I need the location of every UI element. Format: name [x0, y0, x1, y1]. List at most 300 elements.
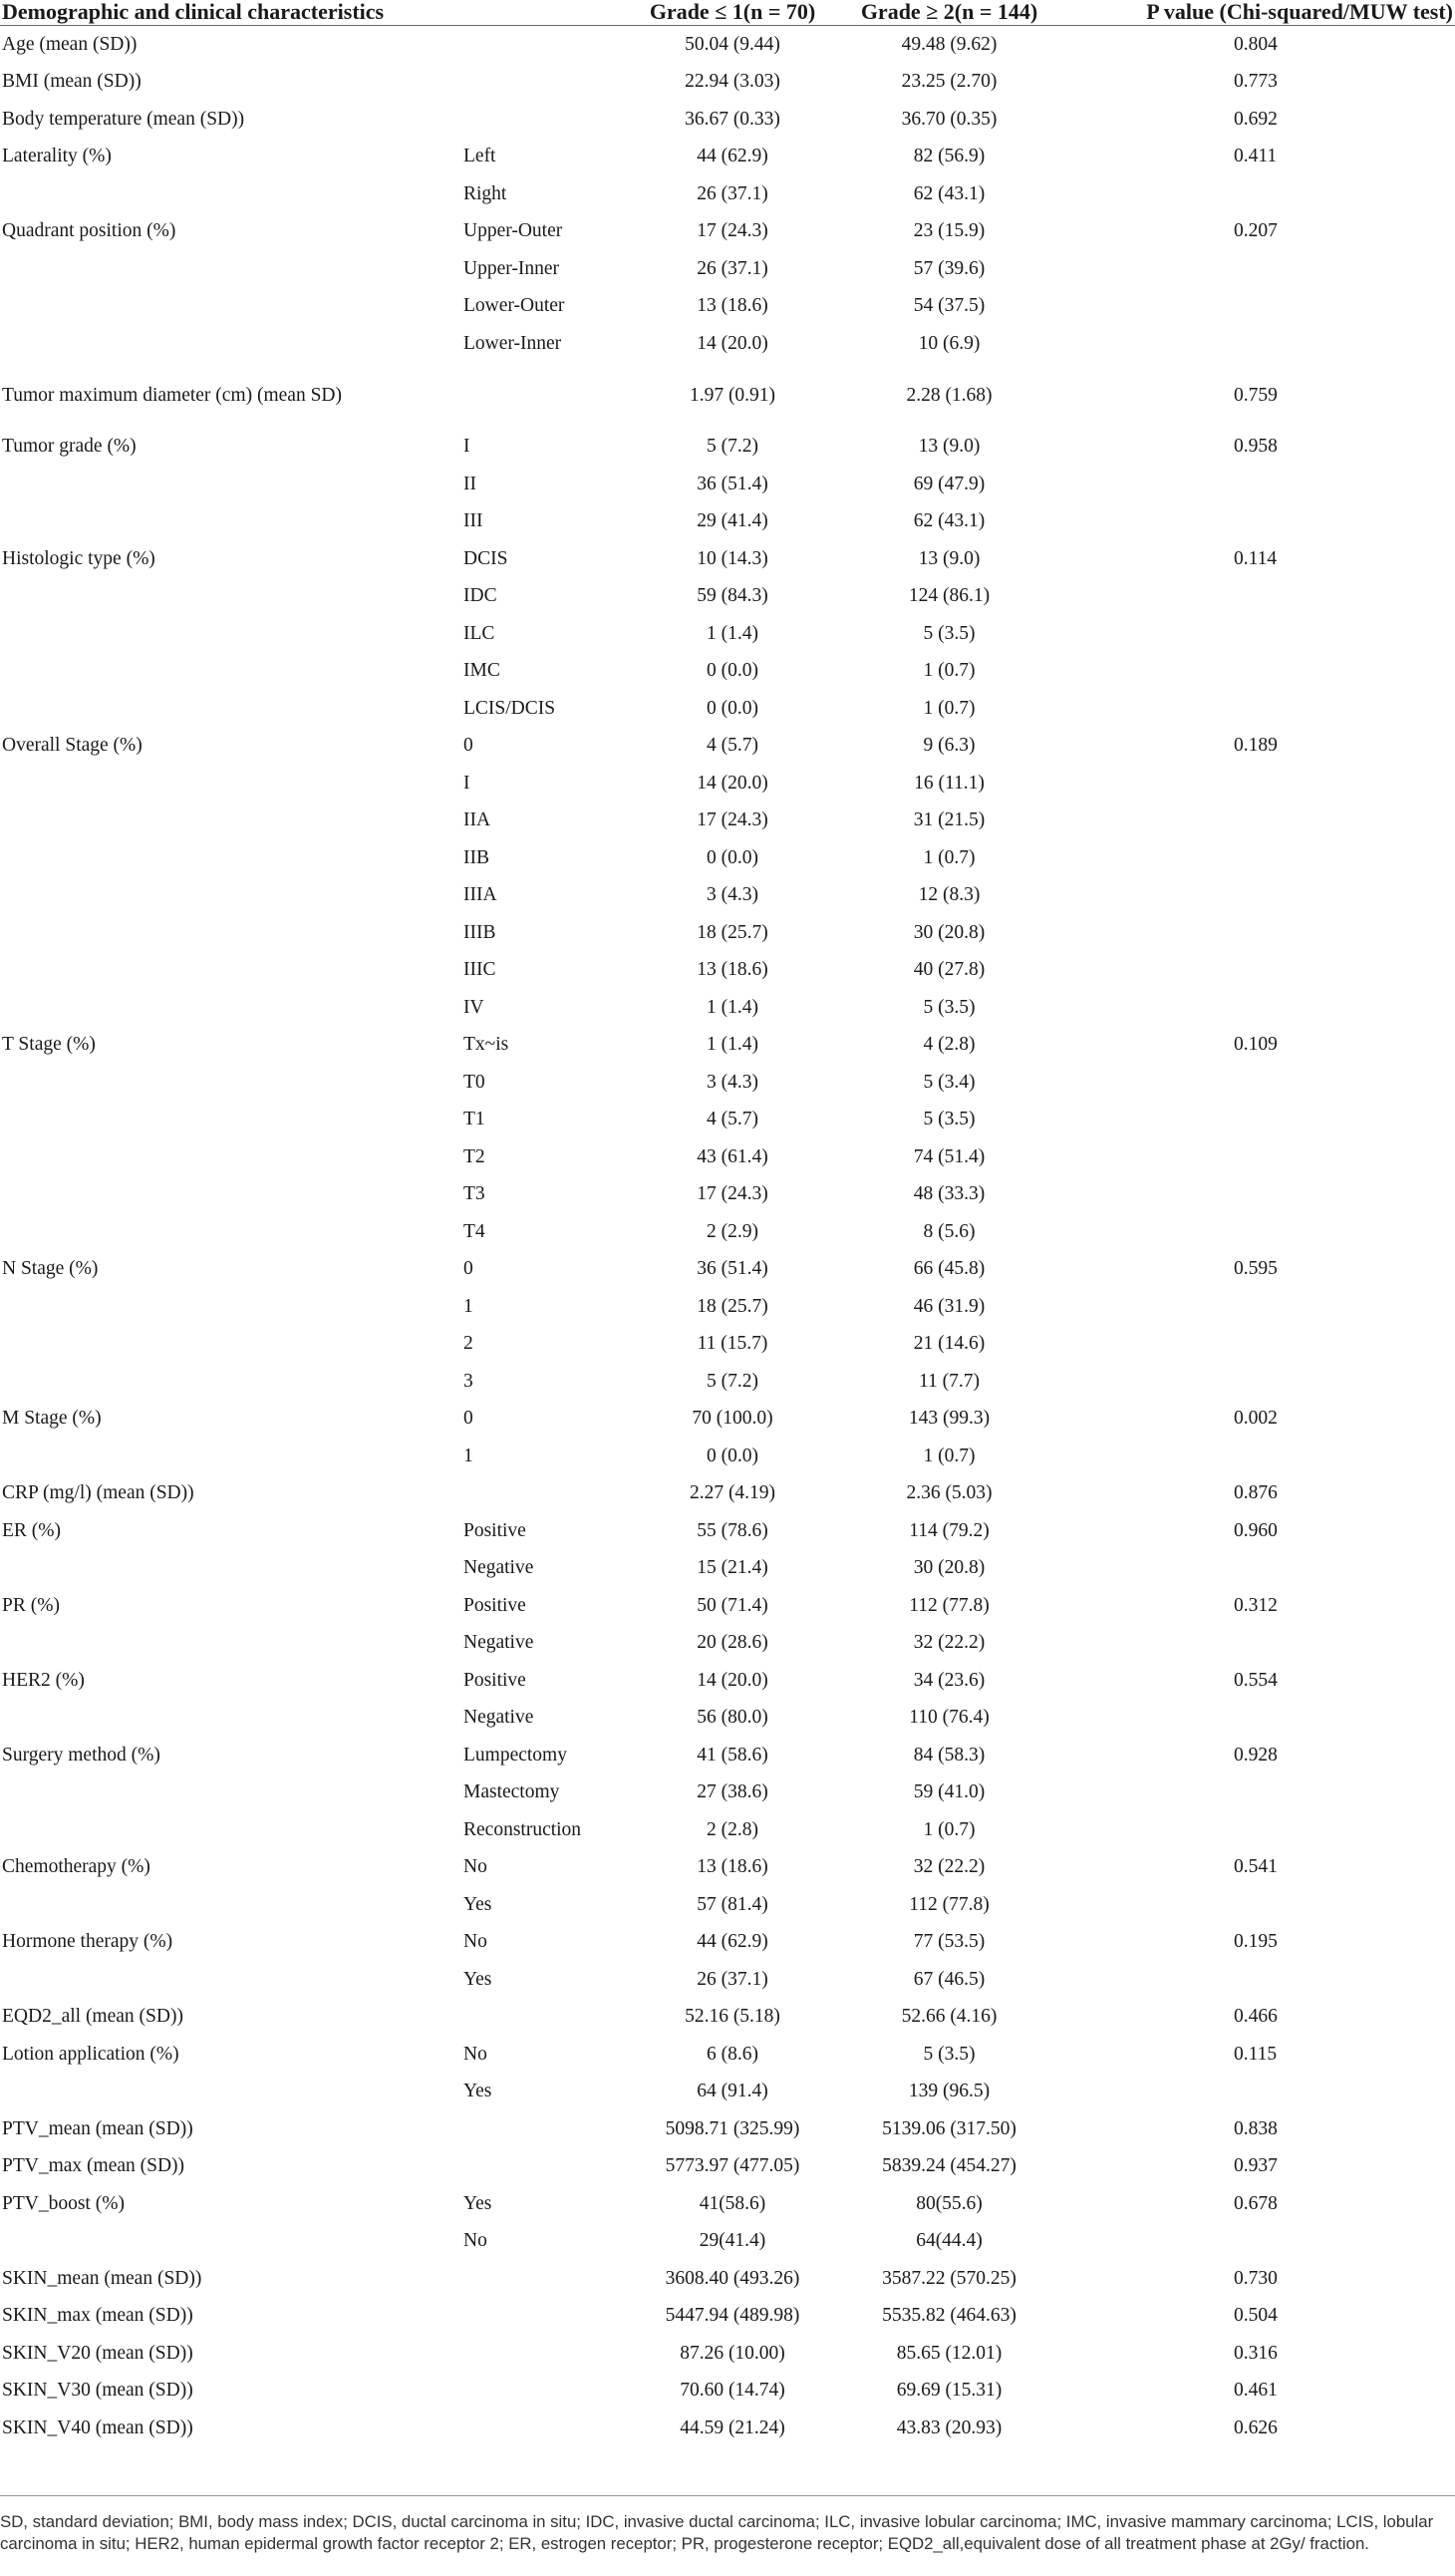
table-row [0, 653, 1455, 691]
table-row [0, 1512, 1455, 1550]
cell-characteristic: Laterality (%) [2, 146, 112, 167]
cell-characteristic [0, 989, 463, 1027]
cell-subgroup: II [463, 473, 476, 494]
cell-grade-le-1: 20 (28.6) [697, 1632, 768, 1654]
cell-characteristic: Tumor maximum diameter (cm) (mean SD) [2, 384, 343, 406]
cell-characteristic [0, 578, 463, 616]
cell-grade-le-1: 27 (38.6) [697, 1781, 768, 1803]
cell-grade-le-1: 5 (7.2) [707, 436, 758, 458]
cell-grade-le-1: 10 (14.3) [697, 547, 768, 569]
cell-grade-ge-2: 69.69 (15.31) [896, 2380, 1003, 2402]
cell-subgroup: T1 [463, 1109, 485, 1130]
cell-p-value [1056, 1213, 1455, 1251]
cell-grade-le-1: 56 (80.0) [697, 1707, 768, 1729]
cell-characteristic: Chemotherapy (%) [2, 1856, 150, 1878]
table-row [0, 1774, 1455, 1812]
cell-grade-le-1: 2 (2.9) [707, 1220, 758, 1242]
table-row [0, 1138, 1455, 1176]
cell-grade-le-1: 18 (25.7) [697, 1295, 768, 1317]
cell-grade-le-1: 5 (7.2) [707, 1370, 758, 1392]
cell-p-value [1056, 1625, 1455, 1663]
cell-subgroup: Left [463, 146, 496, 167]
cell-characteristic [0, 877, 463, 915]
cell-grade-ge-2: 2.28 (1.68) [906, 384, 993, 406]
cell-grade-ge-2: 32 (22.2) [913, 1856, 986, 1878]
cell-grade-le-1: 11 (15.7) [697, 1333, 768, 1355]
cell-characteristic: CRP (mg/l) (mean (SD)) [2, 1482, 194, 1504]
cell-grade-le-1: 18 (25.7) [697, 921, 768, 943]
cell-grade-ge-2: 114 (79.2) [909, 1519, 990, 1541]
cell-grade-ge-2: 21 (14.6) [913, 1333, 986, 1355]
cell-grade-le-1: 36 (51.4) [697, 473, 768, 494]
cell-p-value: 0.189 [1234, 735, 1278, 757]
cell-p-value: 0.504 [1234, 2305, 1278, 2327]
table-row [0, 1213, 1455, 1251]
table-row [0, 1662, 1455, 1700]
cell-grade-le-1: 3 (4.3) [707, 1071, 758, 1093]
table-row [0, 101, 1455, 139]
cell-characteristic [0, 1625, 463, 1663]
cell-subgroup: 0 [463, 1408, 473, 1430]
cell-subgroup: DCIS [463, 547, 508, 569]
cell-grade-ge-2: 30 (20.8) [913, 921, 986, 943]
cell-characteristic [0, 615, 463, 653]
table-row [0, 2410, 1455, 2447]
cell-p-value: 0.316 [1234, 2342, 1278, 2364]
cell-grade-ge-2: 11 (7.7) [918, 1370, 980, 1392]
cell-subgroup: Negative [463, 1632, 534, 1654]
cell-subgroup: T4 [463, 1220, 485, 1242]
cell-characteristic: PR (%) [2, 1594, 60, 1616]
cell-p-value [1056, 1102, 1455, 1139]
cell-grade-ge-2: 3587.22 (570.25) [882, 2267, 1017, 2289]
cell-p-value: 0.115 [1234, 2043, 1278, 2065]
table-row [0, 2373, 1455, 2411]
cell-grade-le-1: 14 (20.0) [697, 1669, 768, 1691]
cell-subgroup: IV [463, 996, 484, 1018]
table-row [0, 578, 1455, 616]
cell-subgroup: Tx~is [463, 1034, 509, 1056]
cell-characteristic: Overall Stage (%) [2, 735, 143, 757]
cell-subgroup: IIA [463, 809, 491, 831]
cell-grade-le-1: 87.26 (10.00) [680, 2342, 785, 2364]
cell-grade-le-1: 41(58.6) [699, 2192, 766, 2214]
cell-subgroup: 0 [463, 735, 473, 757]
cell-grade-le-1: 0 (0.0) [707, 697, 758, 719]
cell-subgroup [463, 2260, 623, 2298]
cell-characteristic [0, 1213, 463, 1251]
cell-characteristic [0, 1811, 463, 1849]
cell-subgroup [463, 26, 623, 64]
cell-characteristic [0, 765, 463, 803]
cell-grade-ge-2: 54 (37.5) [913, 295, 986, 317]
table-row [0, 989, 1455, 1027]
cell-characteristic [0, 1886, 463, 1924]
cell-p-value [1056, 989, 1455, 1027]
table-row [0, 1587, 1455, 1625]
cell-subgroup: 1 [463, 1295, 473, 1317]
cell-subgroup [463, 2110, 623, 2148]
cell-grade-le-1: 1 (1.4) [707, 1034, 758, 1056]
table-row [0, 1550, 1455, 1588]
cell-grade-le-1: 70.60 (14.74) [680, 2380, 785, 2402]
cell-characteristic [0, 952, 463, 990]
cell-characteristic: Quadrant position (%) [2, 220, 176, 242]
cell-subgroup: Yes [463, 1893, 492, 1915]
cell-grade-ge-2: 5 (3.5) [923, 1109, 976, 1130]
cell-subgroup: Positive [463, 1519, 526, 1541]
table-row [0, 615, 1455, 653]
cell-subgroup: T2 [463, 1145, 485, 1167]
cell-subgroup: Reconstruction [463, 1818, 582, 1840]
cell-grade-ge-2: 74 (51.4) [913, 1145, 986, 1167]
cell-grade-ge-2: 12 (8.3) [918, 884, 981, 906]
table-row [0, 540, 1455, 578]
cell-grade-le-1: 57 (81.4) [697, 1893, 768, 1915]
cell-characteristic: T Stage (%) [2, 1034, 96, 1056]
table-row [0, 64, 1455, 102]
cell-characteristic [0, 2223, 463, 2261]
cell-characteristic: Hormone therapy (%) [2, 1931, 173, 1953]
cell-grade-ge-2: 48 (33.3) [913, 1183, 986, 1205]
cell-grade-le-1: 3608.40 (493.26) [665, 2267, 800, 2289]
cell-characteristic: N Stage (%) [2, 1258, 99, 1280]
cell-subgroup: Mastectomy [463, 1781, 560, 1803]
cell-characteristic: SKIN_V20 (mean (SD)) [2, 2342, 193, 2364]
cell-grade-ge-2: 4 (2.8) [923, 1034, 976, 1056]
cell-p-value: 0.554 [1234, 1669, 1278, 1691]
cell-subgroup: 0 [463, 1258, 473, 1280]
cell-subgroup: 1 [463, 1445, 473, 1466]
cell-p-value: 0.730 [1234, 2267, 1278, 2289]
table-row [0, 1475, 1455, 1513]
cell-characteristic: SKIN_mean (mean (SD)) [2, 2267, 202, 2289]
cell-grade-ge-2: 69 (47.9) [913, 473, 986, 494]
cell-characteristic [0, 653, 463, 691]
cell-characteristic: Surgery method (%) [2, 1744, 160, 1766]
cell-grade-le-1: 43 (61.4) [697, 1145, 768, 1167]
table-row [0, 839, 1455, 877]
cell-grade-le-1: 64 (91.4) [697, 2081, 768, 2102]
cell-grade-le-1: 14 (20.0) [697, 772, 768, 794]
cell-characteristic: Lotion application (%) [2, 2043, 179, 2065]
cell-p-value [1056, 1774, 1455, 1812]
cell-characteristic [0, 1774, 463, 1812]
cell-p-value [1056, 1886, 1455, 1924]
cell-p-value [1056, 1176, 1455, 1214]
cell-grade-le-1: 0 (0.0) [707, 846, 758, 868]
table-header [0, 0, 1455, 26]
cell-p-value [1056, 288, 1455, 326]
cell-grade-ge-2: 16 (11.1) [914, 772, 985, 794]
table-row [0, 250, 1455, 288]
cell-grade-ge-2: 43.83 (20.93) [896, 2416, 1003, 2438]
cell-p-value [1056, 2223, 1455, 2261]
cell-grade-ge-2: 59 (41.0) [913, 1781, 986, 1803]
cell-p-value [1056, 803, 1455, 840]
table-row [0, 363, 1455, 429]
table-row [0, 1849, 1455, 1887]
cell-subgroup: Lumpectomy [463, 1744, 567, 1766]
cell-p-value: 0.838 [1234, 2117, 1278, 2139]
header-grade-le-1: Grade ≤ 1(n = 70) [623, 0, 842, 26]
cell-grade-le-1: 44 (62.9) [697, 1931, 768, 1953]
cell-p-value: 0.678 [1234, 2192, 1278, 2214]
cell-grade-le-1: 26 (37.1) [697, 257, 768, 279]
header-subgroup [463, 0, 623, 26]
cell-subgroup [463, 363, 623, 429]
cell-characteristic [0, 1176, 463, 1214]
cell-grade-le-1: 70 (100.0) [692, 1408, 773, 1430]
cell-characteristic [0, 503, 463, 541]
table-row [0, 1363, 1455, 1401]
cell-characteristic: Histologic type (%) [2, 547, 155, 569]
cell-p-value [1056, 765, 1455, 803]
cell-grade-ge-2: 30 (20.8) [913, 1557, 986, 1579]
cell-characteristic: Body temperature (mean (SD)) [2, 108, 245, 130]
cell-characteristic [0, 690, 463, 728]
table-row [0, 1176, 1455, 1214]
cell-subgroup: IIIC [463, 959, 496, 981]
table-row [0, 1326, 1455, 1364]
cell-characteristic: Tumor grade (%) [2, 436, 137, 458]
table-row [0, 503, 1455, 541]
table-row [0, 288, 1455, 326]
table-row [0, 728, 1455, 766]
cell-characteristic: M Stage (%) [2, 1408, 102, 1430]
cell-grade-ge-2: 77 (53.5) [913, 1931, 986, 1953]
cell-grade-le-1: 17 (24.3) [697, 220, 768, 242]
cell-grade-le-1: 4 (5.7) [707, 1109, 758, 1130]
cell-p-value: 0.002 [1234, 1408, 1278, 1430]
table-row [0, 1811, 1455, 1849]
cell-p-value [1056, 2074, 1455, 2111]
cell-grade-ge-2: 57 (39.6) [913, 257, 986, 279]
cell-subgroup: Upper-Outer [463, 220, 563, 242]
cell-subgroup: IIIA [463, 884, 497, 906]
table-row [0, 2148, 1455, 2186]
cell-grade-ge-2: 8 (5.6) [923, 1220, 976, 1242]
cell-characteristic [0, 1064, 463, 1102]
cell-p-value: 0.626 [1234, 2416, 1278, 2438]
table-row [0, 2298, 1455, 2336]
cell-characteristic [0, 803, 463, 840]
cell-characteristic: ER (%) [2, 1519, 62, 1541]
cell-subgroup: Negative [463, 1707, 534, 1729]
cell-grade-ge-2: 5535.82 (464.63) [882, 2305, 1017, 2327]
cell-grade-ge-2: 67 (46.5) [913, 1968, 986, 1990]
cell-p-value [1056, 325, 1455, 363]
cell-subgroup [463, 1999, 623, 2037]
table-row [0, 765, 1455, 803]
cell-grade-ge-2: 13 (9.0) [918, 436, 981, 458]
cell-subgroup [463, 2373, 623, 2411]
cell-grade-ge-2: 23 (15.9) [913, 220, 986, 242]
cell-grade-le-1: 36 (51.4) [697, 1258, 768, 1280]
table-row [0, 2074, 1455, 2111]
header-row [0, 0, 1455, 26]
cell-p-value: 0.937 [1234, 2155, 1278, 2177]
cell-grade-ge-2: 112 (77.8) [909, 1594, 990, 1616]
cell-characteristic [0, 1326, 463, 1364]
cell-subgroup: Upper-Inner [463, 257, 559, 279]
cell-p-value [1056, 1961, 1455, 1999]
table-row [0, 1625, 1455, 1663]
table-row [0, 690, 1455, 728]
cell-grade-le-1: 2 (2.8) [707, 1818, 758, 1840]
cell-p-value [1056, 503, 1455, 541]
cell-characteristic [0, 1438, 463, 1475]
cell-subgroup: ILC [463, 622, 495, 644]
cell-grade-ge-2: 1 (0.7) [923, 660, 976, 682]
cell-grade-le-1: 1 (1.4) [707, 622, 758, 644]
table-row [0, 1064, 1455, 1102]
cell-subgroup: No [463, 2230, 487, 2252]
cell-grade-le-1: 22.94 (3.03) [685, 71, 780, 93]
cell-p-value: 0.541 [1234, 1856, 1278, 1878]
cell-grade-ge-2: 31 (21.5) [913, 809, 986, 831]
cell-p-value: 0.114 [1234, 547, 1278, 569]
cell-grade-le-1: 44 (62.9) [697, 146, 768, 167]
cell-grade-ge-2: 40 (27.8) [913, 959, 986, 981]
cell-characteristic [0, 250, 463, 288]
cell-grade-ge-2: 110 (76.4) [909, 1707, 990, 1729]
cell-subgroup: Lower-Inner [463, 332, 562, 354]
table-row [0, 325, 1455, 363]
cell-grade-ge-2: 52.66 (4.16) [901, 2006, 998, 2028]
cell-subgroup [463, 2410, 623, 2447]
cell-characteristic [0, 466, 463, 503]
cell-p-value: 0.411 [1234, 146, 1278, 167]
cell-subgroup: I [463, 436, 470, 458]
cell-characteristic [0, 2074, 463, 2111]
table-row [0, 877, 1455, 915]
cell-grade-le-1: 13 (18.6) [697, 295, 768, 317]
cell-grade-le-1: 17 (24.3) [697, 1183, 768, 1205]
cell-grade-ge-2: 80(55.6) [916, 2192, 983, 2214]
cell-characteristic [0, 1961, 463, 1999]
table-row [0, 1924, 1455, 1962]
cell-subgroup: 3 [463, 1370, 473, 1392]
cell-grade-le-1: 13 (18.6) [697, 1856, 768, 1878]
cell-characteristic: Age (mean (SD)) [2, 33, 138, 55]
cell-subgroup [463, 64, 623, 102]
cell-subgroup: No [463, 1856, 487, 1878]
cell-characteristic [0, 1363, 463, 1401]
cell-grade-le-1: 44.59 (21.24) [680, 2416, 785, 2438]
cell-subgroup: 2 [463, 1333, 473, 1355]
cell-grade-ge-2: 1 (0.7) [923, 1445, 976, 1466]
cell-subgroup [463, 101, 623, 139]
cell-p-value [1056, 1288, 1455, 1326]
cell-grade-ge-2: 82 (56.9) [913, 146, 986, 167]
cell-grade-le-1: 50 (71.4) [697, 1594, 768, 1616]
table-row [0, 1700, 1455, 1738]
table-row [0, 26, 1455, 64]
cell-grade-ge-2: 139 (96.5) [908, 2081, 991, 2102]
cell-grade-ge-2: 13 (9.0) [918, 547, 981, 569]
cell-grade-le-1: 13 (18.6) [697, 959, 768, 981]
cell-grade-ge-2: 5 (3.5) [923, 622, 976, 644]
cell-characteristic [0, 914, 463, 952]
cell-grade-ge-2: 62 (43.1) [913, 510, 986, 532]
table-row [0, 952, 1455, 990]
cell-subgroup [463, 2148, 623, 2186]
cell-grade-le-1: 55 (78.6) [697, 1519, 768, 1541]
cell-grade-le-1: 29(41.4) [699, 2230, 766, 2252]
cell-subgroup: Positive [463, 1669, 526, 1691]
cell-p-value [1056, 1326, 1455, 1364]
cell-characteristic: PTV_boost (%) [2, 2192, 125, 2214]
table-row [0, 2110, 1455, 2148]
cell-subgroup [463, 1475, 623, 1513]
cell-grade-ge-2: 1 (0.7) [923, 846, 976, 868]
cell-grade-le-1: 17 (24.3) [697, 809, 768, 831]
table-row [0, 1288, 1455, 1326]
cell-grade-le-1: 41 (58.6) [697, 1744, 768, 1766]
cell-grade-ge-2: 1 (0.7) [923, 697, 976, 719]
cell-grade-le-1: 29 (41.4) [697, 510, 768, 532]
cell-subgroup: Negative [463, 1557, 534, 1579]
cell-p-value: 0.207 [1234, 220, 1278, 242]
table-footnote: SD, standard deviation; BMI, body mass index; DCIS, ductal carcinoma in situ; IDC, invasive ductal carcinoma; ILC, invasive lobular carcinoma; IMC, invasive mammary carcinoma; LCIS, lobular carcinoma in situ; HER2, human epidermal growth factor receptor 2; ER, estrogen receptor; PR, progesterone receptor; EQD2_all,equivalent dose of all treatment phase at 2Gy/ fraction. [0, 2495, 1455, 2555]
cell-grade-ge-2: 2.36 (5.03) [906, 1482, 993, 1504]
cell-grade-ge-2: 46 (31.9) [913, 1295, 986, 1317]
cell-grade-le-1: 52.16 (5.18) [685, 2006, 780, 2028]
cell-grade-ge-2: 5139.06 (317.50) [882, 2117, 1017, 2139]
cell-subgroup: IMC [463, 660, 500, 682]
table-row [0, 213, 1455, 251]
cell-characteristic: SKIN_max (mean (SD)) [2, 2305, 193, 2327]
cell-grade-le-1: 5447.94 (489.98) [665, 2305, 800, 2327]
cell-grade-ge-2: 62 (43.1) [913, 182, 986, 204]
cell-p-value [1056, 877, 1455, 915]
cell-characteristic: PTV_max (mean (SD)) [2, 2155, 185, 2177]
cell-grade-ge-2: 143 (99.3) [908, 1408, 991, 1430]
table-row [0, 2260, 1455, 2298]
cell-subgroup: Right [463, 182, 507, 204]
cell-p-value: 0.692 [1234, 108, 1278, 130]
cell-p-value: 0.109 [1234, 1034, 1278, 1056]
cell-p-value: 0.876 [1234, 1482, 1278, 1504]
cell-grade-le-1: 26 (37.1) [697, 182, 768, 204]
table-row [0, 1401, 1455, 1439]
cell-p-value: 0.461 [1234, 2380, 1278, 2402]
cell-grade-ge-2: 5839.24 (454.27) [882, 2155, 1017, 2177]
cell-grade-le-1: 15 (21.4) [697, 1557, 768, 1579]
cell-characteristic: SKIN_V40 (mean (SD)) [2, 2416, 193, 2438]
cell-p-value: 0.466 [1234, 2006, 1278, 2028]
cell-grade-le-1: 6 (8.6) [707, 2043, 758, 2065]
cell-characteristic [0, 175, 463, 213]
cell-subgroup: Yes [463, 2081, 492, 2102]
cell-p-value [1056, 615, 1455, 653]
cell-subgroup [463, 2335, 623, 2373]
cell-grade-ge-2: 5 (3.4) [923, 1071, 976, 1093]
cell-characteristic [0, 1700, 463, 1738]
cell-grade-le-1: 3 (4.3) [707, 884, 758, 906]
cell-characteristic [0, 1550, 463, 1588]
cell-grade-le-1: 0 (0.0) [707, 660, 758, 682]
cell-grade-le-1: 59 (84.3) [697, 585, 768, 607]
table-row [0, 1102, 1455, 1139]
cell-subgroup: Yes [463, 1968, 492, 1990]
table-row [0, 1027, 1455, 1065]
cell-subgroup: IIIB [463, 921, 496, 943]
cell-p-value: 0.928 [1234, 1744, 1278, 1766]
cell-subgroup: T3 [463, 1183, 485, 1205]
cell-subgroup: No [463, 1931, 487, 1953]
